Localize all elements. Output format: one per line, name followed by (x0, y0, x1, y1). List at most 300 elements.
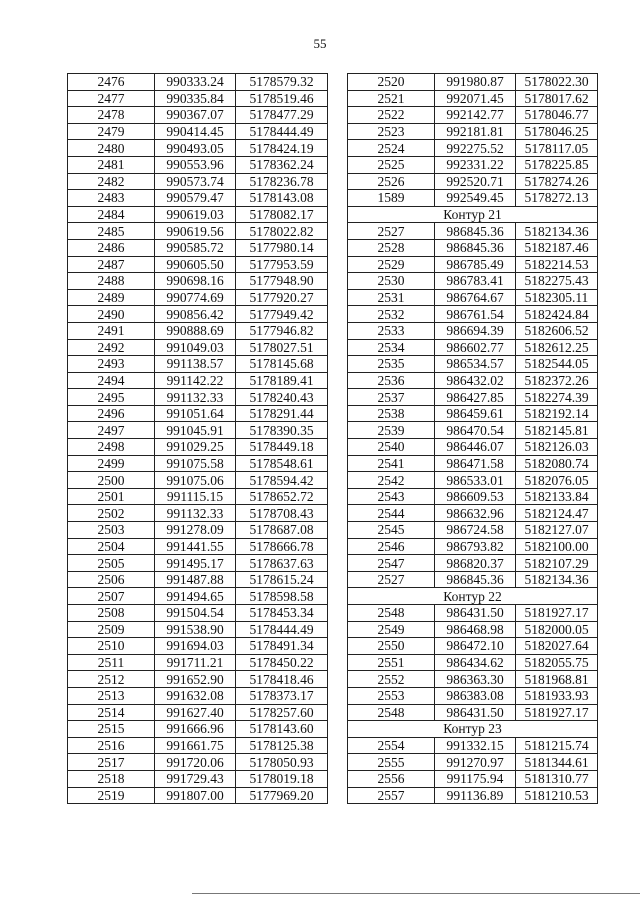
y-coordinate-cell: 5178594.42 (236, 472, 328, 489)
x-coordinate-cell: 986533.01 (435, 472, 516, 489)
y-coordinate-cell: 5182305.11 (516, 289, 598, 306)
x-coordinate-cell: 991980.87 (435, 74, 516, 91)
table-row (68, 488, 328, 505)
y-coordinate-cell: 5182145.81 (516, 422, 598, 439)
y-coordinate-cell: 5182076.05 (516, 472, 598, 489)
x-coordinate-cell: 986434.62 (435, 654, 516, 671)
y-coordinate-cell: 5182187.46 (516, 239, 598, 256)
point-number-cell: 2537 (348, 389, 435, 406)
table-row (68, 472, 328, 489)
y-coordinate-cell: 5177953.59 (236, 256, 328, 273)
point-number-cell: 2513 (68, 687, 155, 704)
point-number-cell: 2535 (348, 356, 435, 373)
point-number-cell: 2532 (348, 306, 435, 323)
table-row (348, 389, 598, 406)
y-coordinate-cell: 5182275.43 (516, 273, 598, 290)
table-row (348, 505, 598, 522)
point-number-cell: 2494 (68, 372, 155, 389)
contour-header-row (348, 588, 598, 605)
point-number-cell: 2511 (68, 654, 155, 671)
x-coordinate-cell: 986472.10 (435, 638, 516, 655)
point-number-cell: 2526 (348, 173, 435, 190)
x-coordinate-cell: 986459.61 (435, 405, 516, 422)
x-coordinate-cell: 991142.22 (155, 372, 236, 389)
y-coordinate-cell: 5178615.24 (236, 571, 328, 588)
x-coordinate-cell: 986845.36 (435, 239, 516, 256)
table-row (348, 306, 598, 323)
x-coordinate-cell: 990367.07 (155, 107, 236, 124)
point-number-cell: 2486 (68, 239, 155, 256)
table-row (68, 505, 328, 522)
point-number-cell: 2545 (348, 522, 435, 539)
point-number-cell: 2536 (348, 372, 435, 389)
x-coordinate-cell: 991075.58 (155, 455, 236, 472)
x-coordinate-cell: 991332.15 (435, 737, 516, 754)
y-coordinate-cell: 5182100.00 (516, 538, 598, 555)
bottom-rule (192, 893, 640, 894)
x-coordinate-cell: 990888.69 (155, 322, 236, 339)
point-number-cell: 2508 (68, 605, 155, 622)
point-number-cell: 2480 (68, 140, 155, 157)
y-coordinate-cell: 5178017.62 (516, 90, 598, 107)
table-row (348, 522, 598, 539)
contour-header-row (348, 206, 598, 223)
x-coordinate-cell: 990774.69 (155, 289, 236, 306)
point-number-cell: 2482 (68, 173, 155, 190)
point-number-cell: 2492 (68, 339, 155, 356)
point-number-cell: 2527 (348, 223, 435, 240)
table-row (68, 372, 328, 389)
table-row (348, 322, 598, 339)
y-coordinate-cell: 5178145.68 (236, 356, 328, 373)
point-number-cell: 2555 (348, 754, 435, 771)
x-coordinate-cell: 991132.33 (155, 505, 236, 522)
y-coordinate-cell: 5182214.53 (516, 256, 598, 273)
table-row (348, 156, 598, 173)
y-coordinate-cell: 5181968.81 (516, 671, 598, 688)
point-number-cell: 2524 (348, 140, 435, 157)
table-row (68, 123, 328, 140)
table-row (68, 173, 328, 190)
x-coordinate-cell: 991632.08 (155, 687, 236, 704)
x-coordinate-cell: 991504.54 (155, 605, 236, 622)
y-coordinate-cell: 5182124.47 (516, 505, 598, 522)
x-coordinate-cell: 990335.84 (155, 90, 236, 107)
table-row (68, 405, 328, 422)
table-row (68, 339, 328, 356)
table-row (348, 455, 598, 472)
table-row (348, 671, 598, 688)
table-row (348, 223, 598, 240)
x-coordinate-cell: 986431.50 (435, 605, 516, 622)
x-coordinate-cell: 991627.40 (155, 704, 236, 721)
table-row (348, 737, 598, 754)
x-coordinate-cell: 992520.71 (435, 173, 516, 190)
x-coordinate-cell: 986785.49 (435, 256, 516, 273)
point-number-cell: 2501 (68, 488, 155, 505)
point-number-cell: 2495 (68, 389, 155, 406)
x-coordinate-cell: 992071.45 (435, 90, 516, 107)
table-row (68, 74, 328, 91)
y-coordinate-cell: 5178548.61 (236, 455, 328, 472)
y-coordinate-cell: 5178046.77 (516, 107, 598, 124)
table-row (348, 687, 598, 704)
point-number-cell: 2541 (348, 455, 435, 472)
point-number-cell: 2491 (68, 322, 155, 339)
x-coordinate-cell: 991729.43 (155, 770, 236, 787)
y-coordinate-cell: 5178046.25 (516, 123, 598, 140)
x-coordinate-cell: 992181.81 (435, 123, 516, 140)
y-coordinate-cell: 5178050.93 (236, 754, 328, 771)
x-coordinate-cell: 990605.50 (155, 256, 236, 273)
point-number-cell: 2481 (68, 156, 155, 173)
point-number-cell: 2500 (68, 472, 155, 489)
y-coordinate-cell: 5178272.13 (516, 190, 598, 207)
table-row (348, 605, 598, 622)
y-coordinate-cell: 5182134.36 (516, 223, 598, 240)
y-coordinate-cell: 5178453.34 (236, 605, 328, 622)
point-number-cell: 2523 (348, 123, 435, 140)
y-coordinate-cell: 5178022.82 (236, 223, 328, 240)
table-row (68, 156, 328, 173)
point-number-cell: 2478 (68, 107, 155, 124)
y-coordinate-cell: 5178257.60 (236, 704, 328, 721)
table-row (68, 571, 328, 588)
table-row (348, 571, 598, 588)
table-row (68, 522, 328, 539)
table-row (68, 306, 328, 323)
y-coordinate-cell: 5178027.51 (236, 339, 328, 356)
table-row (68, 239, 328, 256)
table-row (348, 787, 598, 804)
y-coordinate-cell: 5182107.29 (516, 555, 598, 572)
x-coordinate-cell: 990698.16 (155, 273, 236, 290)
y-coordinate-cell: 5177946.82 (236, 322, 328, 339)
y-coordinate-cell: 5182424.84 (516, 306, 598, 323)
point-number-cell: 2530 (348, 273, 435, 290)
y-coordinate-cell: 5181933.93 (516, 687, 598, 704)
table-row (68, 107, 328, 124)
contour-label: Контур 23 (348, 721, 598, 738)
x-coordinate-cell: 986471.58 (435, 455, 516, 472)
x-coordinate-cell: 986446.07 (435, 439, 516, 456)
x-coordinate-cell: 986534.57 (435, 356, 516, 373)
table-row (348, 339, 598, 356)
y-coordinate-cell: 5178424.19 (236, 140, 328, 157)
x-coordinate-cell: 992549.45 (435, 190, 516, 207)
y-coordinate-cell: 5178519.46 (236, 90, 328, 107)
y-coordinate-cell: 5181927.17 (516, 704, 598, 721)
point-number-cell: 2542 (348, 472, 435, 489)
x-coordinate-cell: 991132.33 (155, 389, 236, 406)
table-row (68, 455, 328, 472)
table-row (68, 538, 328, 555)
table-row (68, 638, 328, 655)
table-row (348, 273, 598, 290)
y-coordinate-cell: 5178236.78 (236, 173, 328, 190)
point-number-cell: 2519 (68, 787, 155, 804)
table-row (348, 90, 598, 107)
point-number-cell: 2534 (348, 339, 435, 356)
x-coordinate-cell: 990553.96 (155, 156, 236, 173)
point-number-cell: 2476 (68, 74, 155, 91)
y-coordinate-cell: 5178708.43 (236, 505, 328, 522)
point-number-cell: 2516 (68, 737, 155, 754)
y-coordinate-cell: 5177969.20 (236, 787, 328, 804)
y-coordinate-cell: 5178687.08 (236, 522, 328, 539)
y-coordinate-cell: 5178117.05 (516, 140, 598, 157)
x-coordinate-cell: 991538.90 (155, 621, 236, 638)
point-number-cell: 2522 (348, 107, 435, 124)
table-row (348, 770, 598, 787)
contour-header-row (348, 721, 598, 738)
point-number-cell: 2553 (348, 687, 435, 704)
y-coordinate-cell: 5178240.43 (236, 389, 328, 406)
point-number-cell: 2533 (348, 322, 435, 339)
y-coordinate-cell: 5178022.30 (516, 74, 598, 91)
point-number-cell: 2529 (348, 256, 435, 273)
x-coordinate-cell: 986468.98 (435, 621, 516, 638)
x-coordinate-cell: 991494.65 (155, 588, 236, 605)
x-coordinate-cell: 986427.85 (435, 389, 516, 406)
y-coordinate-cell: 5178362.24 (236, 156, 328, 173)
table-row (68, 256, 328, 273)
y-coordinate-cell: 5182027.64 (516, 638, 598, 655)
point-number-cell: 2543 (348, 488, 435, 505)
table-row (348, 538, 598, 555)
point-number-cell: 2477 (68, 90, 155, 107)
y-coordinate-cell: 5178373.17 (236, 687, 328, 704)
y-coordinate-cell: 5178189.41 (236, 372, 328, 389)
x-coordinate-cell: 991075.06 (155, 472, 236, 489)
point-number-cell: 2547 (348, 555, 435, 572)
x-coordinate-cell: 991049.03 (155, 339, 236, 356)
table-row (348, 140, 598, 157)
table-row (348, 439, 598, 456)
y-coordinate-cell: 5182544.05 (516, 356, 598, 373)
y-coordinate-cell: 5182126.03 (516, 439, 598, 456)
table-row (348, 621, 598, 638)
x-coordinate-cell: 986363.30 (435, 671, 516, 688)
y-coordinate-cell: 5182000.05 (516, 621, 598, 638)
point-number-cell: 2556 (348, 770, 435, 787)
point-number-cell: 2551 (348, 654, 435, 671)
x-coordinate-cell: 991661.75 (155, 737, 236, 754)
x-coordinate-cell: 991051.64 (155, 405, 236, 422)
x-coordinate-cell: 991278.09 (155, 522, 236, 539)
table-row (348, 472, 598, 489)
point-number-cell: 2517 (68, 754, 155, 771)
table-row (68, 140, 328, 157)
y-coordinate-cell: 5181215.74 (516, 737, 598, 754)
table-row (348, 289, 598, 306)
table-row (68, 721, 328, 738)
y-coordinate-cell: 5178449.18 (236, 439, 328, 456)
x-coordinate-cell: 991711.21 (155, 654, 236, 671)
y-coordinate-cell: 5182192.14 (516, 405, 598, 422)
x-coordinate-cell: 986793.82 (435, 538, 516, 555)
y-coordinate-cell: 5178418.46 (236, 671, 328, 688)
x-coordinate-cell: 991807.00 (155, 787, 236, 804)
point-number-cell: 2539 (348, 422, 435, 439)
table-row (68, 422, 328, 439)
table-row (348, 422, 598, 439)
table-row (68, 787, 328, 804)
point-number-cell: 2485 (68, 223, 155, 240)
table-row (68, 754, 328, 771)
table-row (68, 704, 328, 721)
table-row (348, 754, 598, 771)
point-number-cell: 2550 (348, 638, 435, 655)
point-number-cell: 2498 (68, 439, 155, 456)
point-number-cell: 2531 (348, 289, 435, 306)
table-row (348, 123, 598, 140)
table-row (348, 190, 598, 207)
x-coordinate-cell: 990856.42 (155, 306, 236, 323)
point-number-cell: 2493 (68, 356, 155, 373)
table-row (68, 605, 328, 622)
x-coordinate-cell: 986383.08 (435, 687, 516, 704)
y-coordinate-cell: 5182133.84 (516, 488, 598, 505)
table-row (348, 173, 598, 190)
y-coordinate-cell: 5182606.52 (516, 322, 598, 339)
point-number-cell: 2525 (348, 156, 435, 173)
y-coordinate-cell: 5182134.36 (516, 571, 598, 588)
point-number-cell: 2538 (348, 405, 435, 422)
x-coordinate-cell: 990493.05 (155, 140, 236, 157)
table-row (68, 322, 328, 339)
table-row (348, 107, 598, 124)
x-coordinate-cell: 990619.03 (155, 206, 236, 223)
point-number-cell: 2510 (68, 638, 155, 655)
coordinates-table-right (347, 73, 598, 804)
x-coordinate-cell: 990414.45 (155, 123, 236, 140)
y-coordinate-cell: 5178579.32 (236, 74, 328, 91)
table-row (348, 555, 598, 572)
y-coordinate-cell: 5177948.90 (236, 273, 328, 290)
table-row (68, 687, 328, 704)
table-row (68, 439, 328, 456)
point-number-cell: 2518 (68, 770, 155, 787)
table-row (68, 356, 328, 373)
table-row (68, 671, 328, 688)
point-number-cell: 2548 (348, 704, 435, 721)
x-coordinate-cell: 991652.90 (155, 671, 236, 688)
point-number-cell: 2554 (348, 737, 435, 754)
point-number-cell: 2527 (348, 571, 435, 588)
table-row (68, 654, 328, 671)
point-number-cell: 2506 (68, 571, 155, 588)
contour-label: Контур 22 (348, 588, 598, 605)
y-coordinate-cell: 5178666.78 (236, 538, 328, 555)
x-coordinate-cell: 992142.77 (435, 107, 516, 124)
y-coordinate-cell: 5177920.27 (236, 289, 328, 306)
point-number-cell: 2521 (348, 90, 435, 107)
x-coordinate-cell: 986470.54 (435, 422, 516, 439)
x-coordinate-cell: 990579.47 (155, 190, 236, 207)
y-coordinate-cell: 5178444.49 (236, 621, 328, 638)
point-number-cell: 2483 (68, 190, 155, 207)
point-number-cell: 2557 (348, 787, 435, 804)
point-number-cell: 2552 (348, 671, 435, 688)
point-number-cell: 2515 (68, 721, 155, 738)
table-row (348, 704, 598, 721)
x-coordinate-cell: 991115.15 (155, 488, 236, 505)
y-coordinate-cell: 5178143.60 (236, 721, 328, 738)
page-number: 55 (313, 36, 327, 51)
table-row (68, 737, 328, 754)
point-number-cell: 2499 (68, 455, 155, 472)
y-coordinate-cell: 5181310.77 (516, 770, 598, 787)
point-number-cell: 2487 (68, 256, 155, 273)
y-coordinate-cell: 5178637.63 (236, 555, 328, 572)
x-coordinate-cell: 991487.88 (155, 571, 236, 588)
y-coordinate-cell: 5178598.58 (236, 588, 328, 605)
x-coordinate-cell: 986820.37 (435, 555, 516, 572)
point-number-cell: 2528 (348, 239, 435, 256)
x-coordinate-cell: 991175.94 (435, 770, 516, 787)
y-coordinate-cell: 5182612.25 (516, 339, 598, 356)
y-coordinate-cell: 5178390.35 (236, 422, 328, 439)
x-coordinate-cell: 990333.24 (155, 74, 236, 91)
x-coordinate-cell: 986845.36 (435, 223, 516, 240)
x-coordinate-cell: 990619.56 (155, 223, 236, 240)
y-coordinate-cell: 5177980.14 (236, 239, 328, 256)
x-coordinate-cell: 991720.06 (155, 754, 236, 771)
point-number-cell: 2504 (68, 538, 155, 555)
y-coordinate-cell: 5182127.07 (516, 522, 598, 539)
point-number-cell: 2509 (68, 621, 155, 638)
table-row (68, 190, 328, 207)
x-coordinate-cell: 991136.89 (435, 787, 516, 804)
y-coordinate-cell: 5181344.61 (516, 754, 598, 771)
y-coordinate-cell: 5182080.74 (516, 455, 598, 472)
table-row (348, 405, 598, 422)
table-row (348, 654, 598, 671)
y-coordinate-cell: 5181927.17 (516, 605, 598, 622)
point-number-cell: 2514 (68, 704, 155, 721)
y-coordinate-cell: 5178019.18 (236, 770, 328, 787)
point-number-cell: 2496 (68, 405, 155, 422)
table-row (348, 356, 598, 373)
table-row (348, 239, 598, 256)
x-coordinate-cell: 991045.91 (155, 422, 236, 439)
point-number-cell: 2549 (348, 621, 435, 638)
x-coordinate-cell: 986431.50 (435, 704, 516, 721)
point-number-cell: 2512 (68, 671, 155, 688)
x-coordinate-cell: 992331.22 (435, 156, 516, 173)
x-coordinate-cell: 986724.58 (435, 522, 516, 539)
table-row (348, 372, 598, 389)
x-coordinate-cell: 990585.72 (155, 239, 236, 256)
point-number-cell: 2489 (68, 289, 155, 306)
x-coordinate-cell: 986609.53 (435, 488, 516, 505)
x-coordinate-cell: 986764.67 (435, 289, 516, 306)
x-coordinate-cell: 986783.41 (435, 273, 516, 290)
table-row (68, 555, 328, 572)
point-number-cell: 2497 (68, 422, 155, 439)
x-coordinate-cell: 986845.36 (435, 571, 516, 588)
point-number-cell: 2507 (68, 588, 155, 605)
point-number-cell: 2490 (68, 306, 155, 323)
x-coordinate-cell: 992275.52 (435, 140, 516, 157)
y-coordinate-cell: 5178125.38 (236, 737, 328, 754)
table-row (348, 638, 598, 655)
table-row (68, 621, 328, 638)
y-coordinate-cell: 5178274.26 (516, 173, 598, 190)
x-coordinate-cell: 991138.57 (155, 356, 236, 373)
y-coordinate-cell: 5182274.39 (516, 389, 598, 406)
